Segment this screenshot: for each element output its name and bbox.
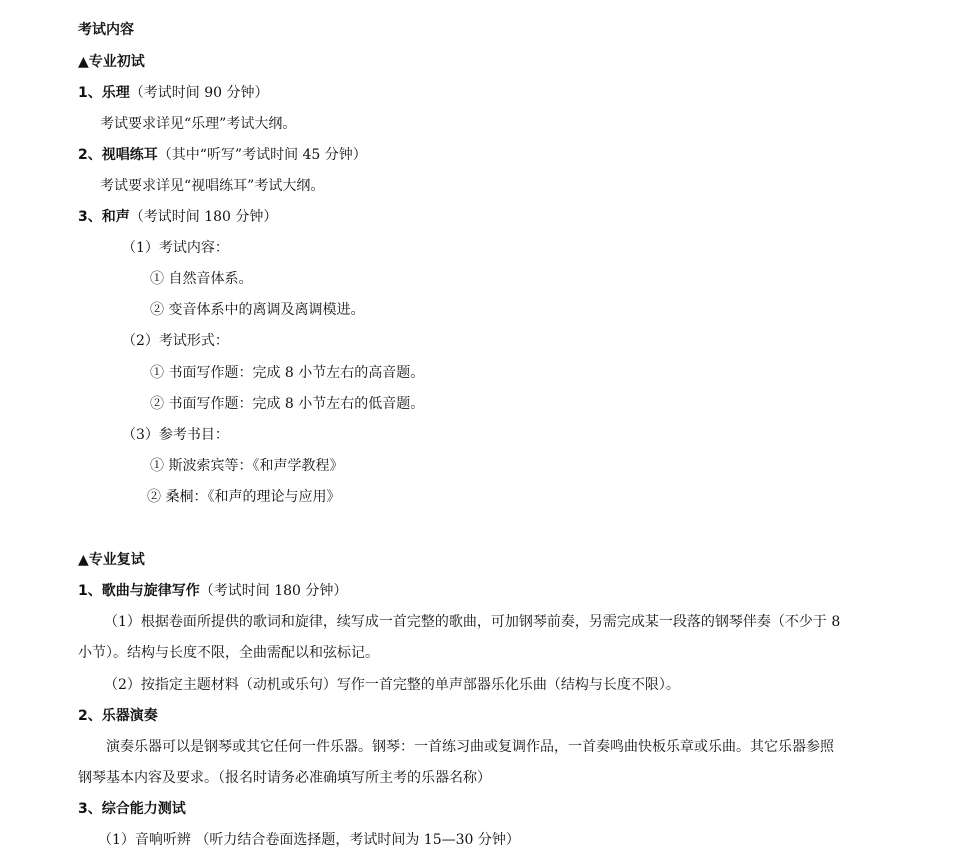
paragraph-line: 演奏乐器可以是钢琴或其它任何一件乐器。钢琴：一首练习曲或复调作品，一首奏鸣曲快板乐章或乐曲。其它乐器参照 bbox=[106, 739, 834, 755]
sub-heading-format: （2）考试形式： bbox=[122, 333, 229, 349]
item-number: 1、 bbox=[78, 583, 102, 599]
item-harmony bbox=[78, 207, 277, 227]
item-song-writing bbox=[78, 581, 347, 601]
item-name: 乐器演奏 bbox=[101, 708, 158, 724]
paragraph-line: （2）按指定主题材料（动机或乐句）写作一首完整的单声部器乐化乐曲（结构与长度不限）。 bbox=[104, 677, 680, 693]
item-sight-singing bbox=[78, 145, 367, 165]
sub-heading-content: （1）考试内容： bbox=[122, 240, 229, 256]
item-description: 考试要求详见“乐理”考试大纲。 bbox=[100, 116, 297, 132]
item-number: 2、 bbox=[78, 708, 102, 724]
item-number: 1、 bbox=[78, 85, 102, 101]
item-number: 3、 bbox=[78, 209, 102, 225]
item-name: 和声 bbox=[101, 209, 130, 225]
list-item: ① 斯波索宾等：《和声学教程》 bbox=[150, 458, 344, 474]
item-time: （考试时间 90 分钟） bbox=[129, 85, 269, 101]
paragraph-line: 小节）。结构与长度不限，全曲需配以和弦标记。 bbox=[78, 645, 379, 661]
sub-heading-references: （3）参考书目： bbox=[122, 427, 229, 443]
paragraph-line: （1）根据卷面所提供的歌词和旋律，续写成一首完整的歌曲，可加钢琴前奏，另需完成某一段落的钢琴伴奏（不少于 8 bbox=[104, 614, 841, 630]
item-time: （考试时间 180 分钟） bbox=[129, 209, 278, 225]
paragraph-line: （1）音响听辨 （听力结合卷面选择题，考试时间为 15—30 分钟） bbox=[98, 832, 520, 848]
list-item: ① 书面写作题：完成 8 小节左右的高音题。 bbox=[150, 365, 425, 381]
list-item: ① 自然音体系。 bbox=[150, 271, 253, 287]
item-description: 考试要求详见“视唱练耳”考试大纲。 bbox=[100, 178, 325, 194]
paragraph-line: 钢琴基本内容及要求。（报名时请务必准确填写所主考的乐器名称） bbox=[78, 770, 491, 786]
item-time: （考试时间 180 分钟） bbox=[199, 583, 348, 599]
item-number: 3、 bbox=[78, 801, 102, 817]
item-number: 2、 bbox=[78, 147, 102, 163]
item-time: （其中“听写”考试时间 45 分钟） bbox=[157, 147, 367, 163]
item-name: 乐理 bbox=[101, 85, 130, 101]
list-item: ② 桑桐：《和声的理论与应用》 bbox=[147, 489, 341, 505]
page-title: 考试内容 bbox=[78, 22, 134, 38]
item-instrument bbox=[78, 706, 158, 726]
item-name: 视唱练耳 bbox=[101, 147, 158, 163]
item-comprehensive bbox=[78, 799, 186, 819]
item-music-theory bbox=[78, 83, 268, 103]
list-item: ② 变音体系中的离调及离调模进。 bbox=[150, 302, 365, 318]
section-heading-initial: ▲专业初试 bbox=[78, 54, 145, 70]
item-name: 歌曲与旋律写作 bbox=[101, 583, 200, 599]
section-heading-retest: ▲专业复试 bbox=[78, 552, 145, 568]
list-item: ② 书面写作题：完成 8 小节左右的低音题。 bbox=[150, 396, 425, 412]
item-name: 综合能力测试 bbox=[101, 801, 186, 817]
